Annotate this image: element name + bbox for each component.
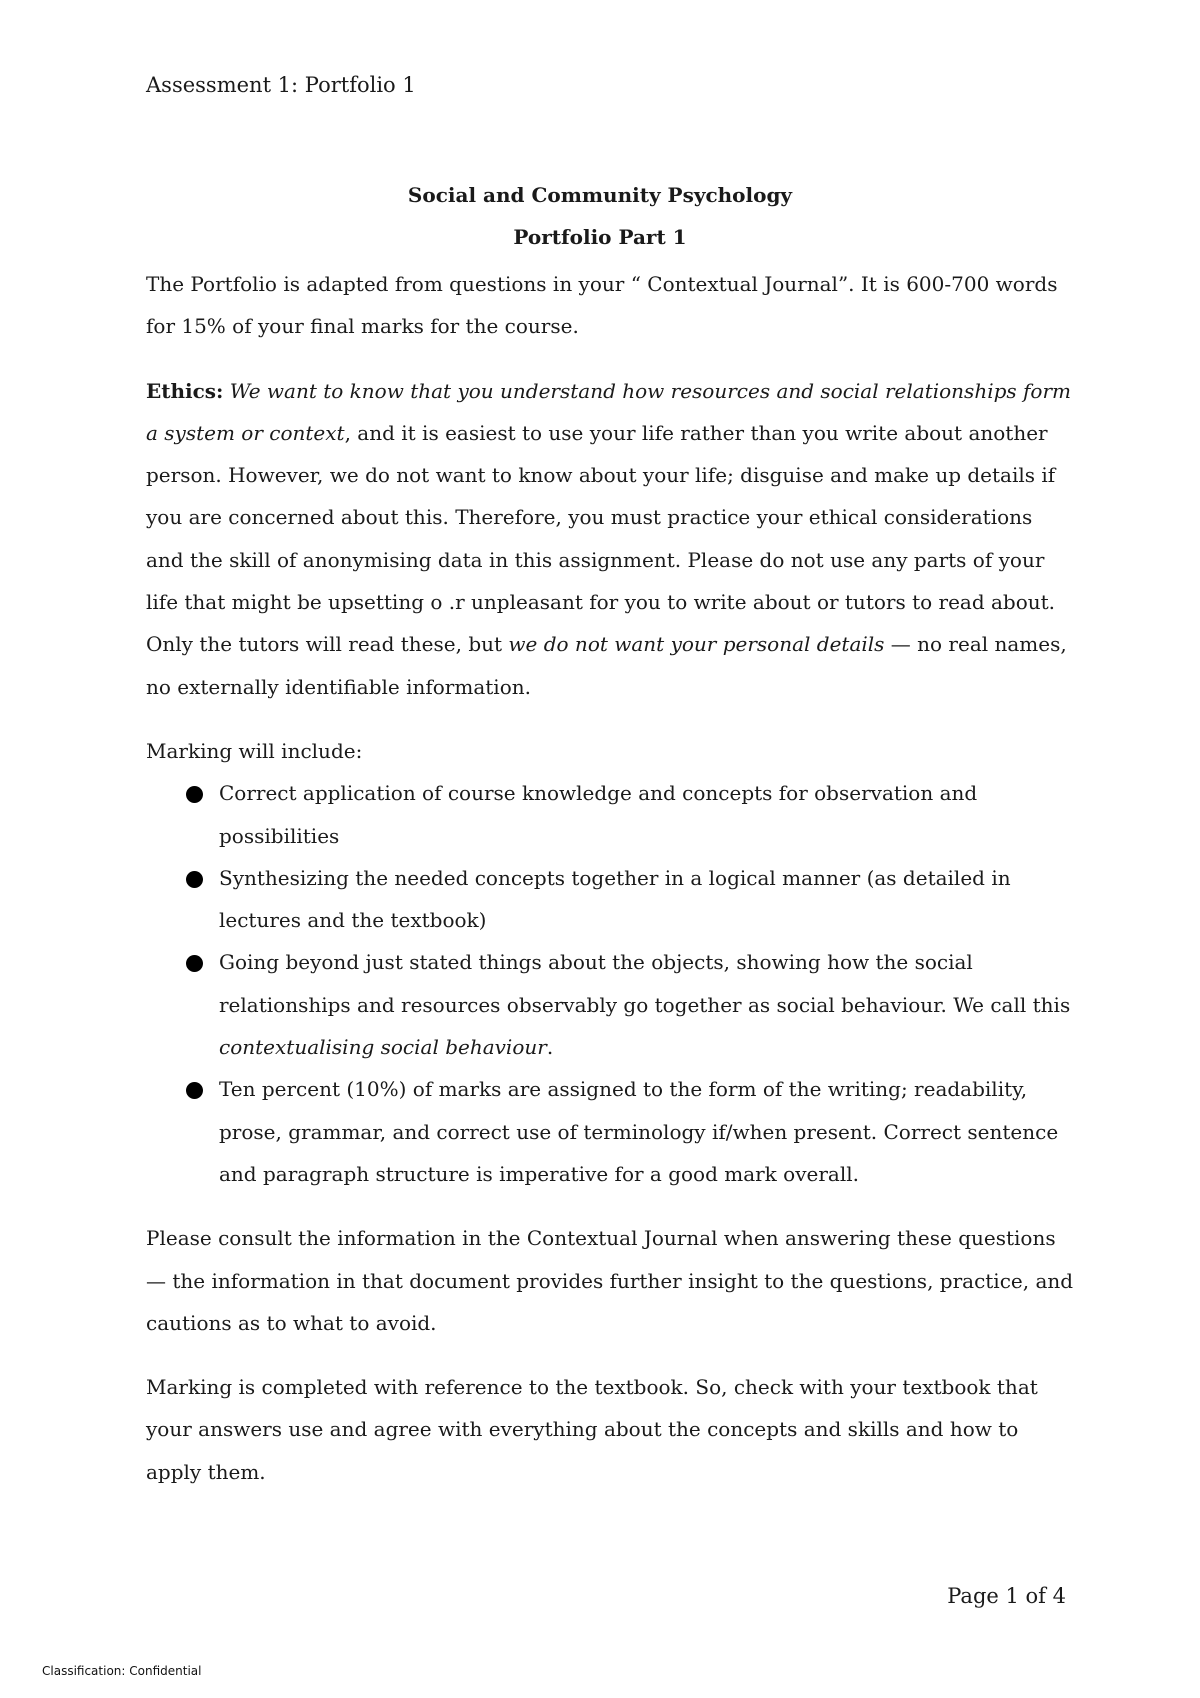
bullet-icon <box>186 955 203 972</box>
classification-label: Classification: Confidential <box>42 1664 202 1678</box>
document-subtitle: Portfolio Part 1 <box>513 225 687 249</box>
document-body <box>146 263 1076 1493</box>
list-item-text: Ten percent (10%) of marks are assigned to the form of the writing; readability, prose, grammar, and correct use of terminology if/when present. Correct sentence and paragraph structure is imperative for a good mark overall. <box>219 1077 1059 1186</box>
list-item <box>146 1068 1076 1195</box>
marking-list <box>146 772 1076 1195</box>
marking-intro: Marking will include: <box>146 738 363 763</box>
list-item <box>146 857 1076 942</box>
ethics-italic-1: We want to know that you understand how resources and social relationships form a system or context <box>146 378 1071 445</box>
consult-paragraph: Please consult the information in the Contextual Journal when answering these questions — the information in that document provides further insight to the questions, practice, and cautions as to what to avoid. <box>146 1226 1074 1335</box>
document-title: Social and Community Psychology <box>407 183 793 207</box>
ethics-text-1: , and it is easiest to use your life rather than you write about another person. However, we do not want to know about your life; disguise and make up details if you are concerned about this. Therefore, you must practice your ethical considerations and the skill of anonymising data in this assignment. Please do not use any parts of your life that might be upsetting o .r unpleasant for you to write about or tutors to read about. Only the tutors will read these, but <box>146 420 1056 657</box>
list-item-tail: . <box>546 1035 554 1060</box>
bullet-icon <box>186 1082 203 1099</box>
bullet-icon <box>186 786 203 803</box>
page-header: Assessment 1: Portfolio 1 <box>146 73 416 97</box>
title-block <box>0 180 1200 264</box>
list-item <box>146 772 1076 857</box>
ethics-italic-2: we do not want your personal details <box>508 632 885 657</box>
intro-paragraph: The Portfolio is adapted from questions in your “ Contextual Journal”. It is 600-700 words for 15% of your final marks for the course. <box>146 272 1058 339</box>
list-item-text: Correct application of course knowledge and concepts for observation and possibilities <box>219 781 978 848</box>
list-item <box>146 941 1076 1068</box>
list-item-text: Going beyond just stated things about the objects, showing how the social relationships and resources observably go together as social behaviour. We call this <box>219 950 1071 1017</box>
list-item-italic: contextualising social behaviour <box>219 1035 547 1060</box>
ethics-label: Ethics: <box>146 378 224 403</box>
ethics-text-2: — no real names, no externally identifiable information. <box>146 632 1067 699</box>
bullet-icon <box>186 871 203 888</box>
list-item-text: Synthesizing the needed concepts together in a logical manner (as detailed in lectures and the textbook) <box>219 865 1011 933</box>
page-number: Page 1 of 4 <box>947 1584 1066 1608</box>
completed-paragraph: Marking is completed with reference to the textbook. So, check with your textbook that your answers use and agree with everything about the concepts and skills and how to apply them. <box>146 1375 1038 1484</box>
ethics-paragraph <box>146 370 1076 708</box>
